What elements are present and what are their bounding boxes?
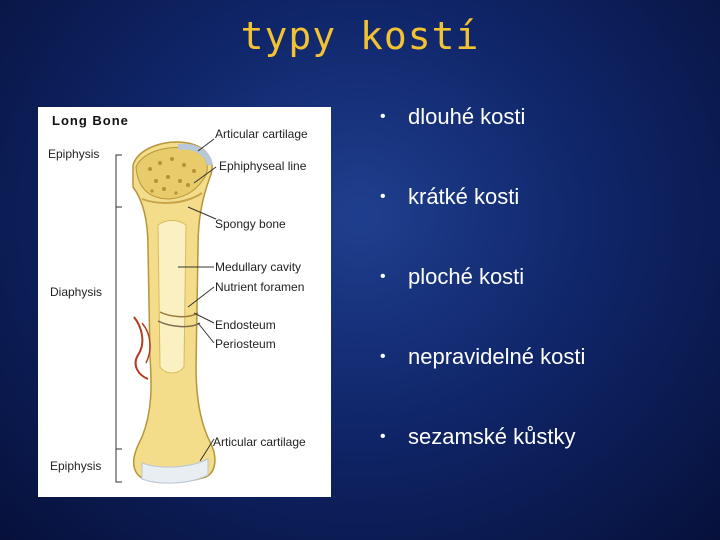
slide-title: typy kostí	[240, 14, 480, 58]
label-periosteum: Periosteum	[215, 337, 276, 351]
list-item: • krátké kosti	[380, 184, 520, 209]
bullet-icon: •	[380, 108, 386, 125]
bullet-icon: •	[380, 428, 386, 445]
bullet-icon: •	[380, 348, 386, 365]
long-bone-figure	[38, 107, 331, 497]
list-item: • nepravidelné kosti	[380, 344, 586, 369]
label-medullary-cavity: Medullary cavity	[215, 260, 302, 274]
bullet-icon: •	[380, 188, 386, 205]
label-nutrient-foramen: Nutrient foramen	[215, 280, 305, 294]
list-item: • ploché kosti	[380, 264, 525, 289]
medullary-cavity	[158, 221, 186, 374]
bullet-icon: •	[380, 268, 386, 285]
label-endosteum: Endosteum	[215, 318, 276, 332]
list-item: • dlouhé kosti	[380, 104, 526, 129]
label-diaphysis: Diaphysis	[50, 285, 103, 299]
list-item: • sezamské kůstky	[380, 424, 576, 449]
nutrient-artery	[134, 317, 148, 379]
region-brackets	[116, 155, 122, 482]
label-epiphysis-bottom: Epiphysis	[50, 459, 102, 473]
label-spongy-bone: Spongy bone	[215, 217, 286, 231]
label-articular-cartilage-bottom: Articular cartilage	[213, 435, 306, 449]
label-epiphysis-top: Epiphysis	[48, 147, 100, 161]
figure-title: Long Bone	[52, 113, 129, 128]
label-epiphyseal-line: Ephiphyseal line	[219, 159, 307, 173]
label-articular-cartilage-top: Articular cartilage	[215, 127, 308, 141]
